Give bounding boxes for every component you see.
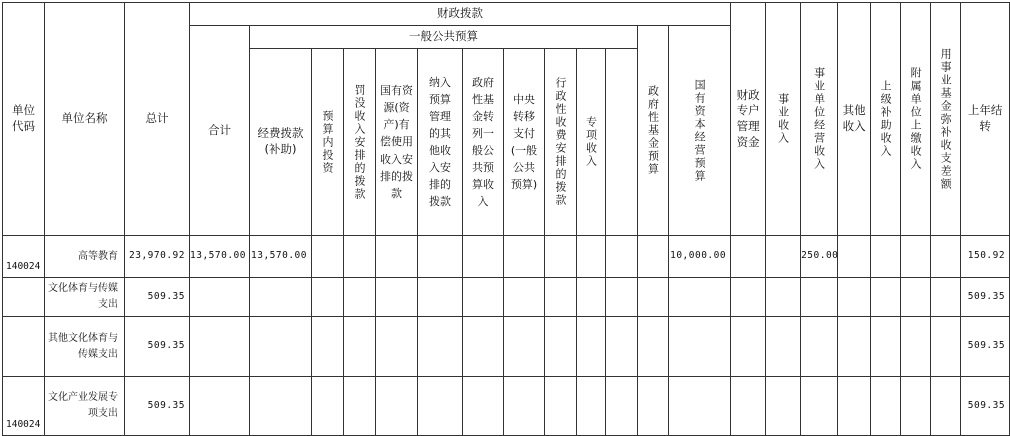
fiscal-special-funds-cell: 10,000.00: [669, 236, 731, 278]
empty-cell: [871, 377, 901, 436]
empty-cell: [418, 317, 463, 377]
budget-income-table: [2, 2, 1010, 436]
col-header-gov-fund-transfer: 政府性基金转列一般公共预算收入: [463, 49, 504, 236]
empty-cell: [766, 278, 801, 317]
empty-cell: [766, 236, 801, 278]
col-header-state-assets: 国有资源(资产)有偿使用收入安排的拨款: [376, 49, 418, 236]
empty-cell: [344, 317, 376, 377]
empty-cell: [931, 317, 961, 377]
empty-cell: [731, 377, 766, 436]
empty-cell: [376, 377, 418, 436]
header-row-1: [3, 3, 1010, 26]
empty-cell: [731, 317, 766, 377]
other-income-cell: 250.00: [801, 236, 838, 278]
empty-cell: [344, 278, 376, 317]
col-header-special-income: 专项收入: [577, 49, 606, 236]
empty-cell: [312, 278, 344, 317]
empty-cell: [838, 317, 871, 377]
col-header-operating-income: 事业单位经营收入: [801, 3, 838, 236]
table-row: [3, 317, 1010, 377]
col-header-total: 总计: [125, 3, 190, 236]
empty-cell: [504, 377, 545, 436]
empty-cell: [312, 317, 344, 377]
col-header-funding-subsidy: 经费拨款(补助): [250, 49, 312, 236]
empty-cell: [801, 278, 838, 317]
empty-cell: [418, 377, 463, 436]
empty-cell: [766, 317, 801, 377]
col-header-budget-investment: 预算内投资: [312, 49, 344, 236]
empty-cell: [669, 377, 731, 436]
col-header-unit-code: 单位代码: [3, 3, 45, 236]
col-header-unit-name: 单位名称: [45, 3, 125, 236]
empty-cell: [766, 377, 801, 436]
col-header-fiscal-special-funds: 财政专户管理资金: [731, 3, 766, 236]
empty-cell: [669, 278, 731, 317]
empty-cell: [931, 278, 961, 317]
empty-cell: [838, 377, 871, 436]
empty-cell: [638, 317, 669, 377]
empty-cell: [577, 317, 606, 377]
empty-cell: [931, 236, 961, 278]
empty-cell: [545, 377, 577, 436]
unit-name-cell: 文化产业发展专项支出: [45, 377, 125, 436]
empty-cell: [577, 377, 606, 436]
empty-cell: [545, 317, 577, 377]
empty-cell: [638, 377, 669, 436]
col-header-subtotal: 合计: [190, 26, 250, 236]
empty-cell: [312, 377, 344, 436]
empty-cell: [669, 317, 731, 377]
empty-cell: [801, 317, 838, 377]
carryover-cell: 509.35: [961, 317, 1010, 377]
empty-cell: [838, 278, 871, 317]
empty-cell: [801, 377, 838, 436]
empty-cell: [871, 236, 901, 278]
col-header-included-budget-other: 纳入预算管理的其他收入安排的拨款: [418, 49, 463, 236]
empty-cell: [376, 236, 418, 278]
total-cell: 509.35: [125, 278, 190, 317]
col-header-admin-fees: 行政性收费安排的拨款: [545, 49, 577, 236]
col-header-state-capital-budget: 国有资本经营预算: [669, 26, 731, 236]
empty-cell: [418, 236, 463, 278]
col-header-general-budget: 一般公共预算: [250, 26, 638, 49]
empty-cell: [638, 236, 669, 278]
empty-cell: [931, 377, 961, 436]
carryover-cell: 150.92: [961, 236, 1010, 278]
unit-code-cell: [3, 278, 45, 317]
empty-cell: [901, 278, 931, 317]
empty-cell: [606, 317, 638, 377]
empty-cell: [901, 377, 931, 436]
col-header-carryover: 上年结转: [961, 3, 1010, 236]
empty-cell: [190, 317, 250, 377]
unit-code-cell: [3, 317, 45, 377]
empty-cell: [504, 317, 545, 377]
empty-cell: [638, 278, 669, 317]
total-cell: 23,970.92: [125, 236, 190, 278]
table-row: [3, 278, 1010, 317]
total-cell: 509.35: [125, 377, 190, 436]
empty-cell: [190, 377, 250, 436]
unit-name-cell: 其他文化体育与传媒支出: [45, 317, 125, 377]
empty-cell: [418, 278, 463, 317]
empty-cell: [463, 377, 504, 436]
empty-cell: [871, 317, 901, 377]
empty-cell: [376, 317, 418, 377]
col-header-business-income: 事业收入: [766, 3, 801, 236]
empty-cell: [545, 278, 577, 317]
empty-cell: [606, 377, 638, 436]
unit-code-cell: 140024: [3, 377, 45, 436]
empty-cell: [731, 278, 766, 317]
empty-cell: [871, 278, 901, 317]
empty-cell: [376, 278, 418, 317]
carryover-cell: 509.35: [961, 278, 1010, 317]
empty-cell: [731, 236, 766, 278]
table-row: [3, 377, 1010, 436]
empty-cell: [606, 278, 638, 317]
empty-cell: [606, 236, 638, 278]
unit-name-cell: 高等教育: [45, 236, 125, 278]
empty-cell: [545, 236, 577, 278]
col-header-fiscal-allocation: 财政拨款: [190, 3, 731, 26]
col-header-affiliated-remit: 附属单位上缴收入: [901, 3, 931, 236]
empty-cell: [838, 236, 871, 278]
empty-cell: [250, 317, 312, 377]
empty-cell: [901, 317, 931, 377]
empty-cell: [312, 236, 344, 278]
total-cell: 509.35: [125, 317, 190, 377]
col-header-gov-fund-budget: 政府性基金预算: [638, 26, 669, 236]
table-row: [3, 236, 1010, 278]
empty-cell: [250, 377, 312, 436]
empty-cell: [901, 236, 931, 278]
empty-cell: [344, 236, 376, 278]
col-header-superior-subsidy: 上级补助收入: [871, 3, 901, 236]
col-header-central-transfer: 中央转移支付(一般公共预算): [504, 49, 545, 236]
col-header-fines-confiscation: 罚没收入安排的拨款: [344, 49, 376, 236]
empty-cell: [463, 278, 504, 317]
unit-code-cell: 140024: [3, 236, 45, 278]
col-header-other-income: 其他收入: [838, 3, 871, 236]
carryover-cell: 509.35: [961, 377, 1010, 436]
funding-subsidy-cell: 13,570.00: [250, 236, 312, 278]
empty-cell: [190, 278, 250, 317]
empty-cell: [250, 278, 312, 317]
unit-name-cell: 文化体育与传媒支出: [45, 278, 125, 317]
empty-cell: [504, 236, 545, 278]
col-header-fund-offset: 用事业基金弥补收支差额: [931, 3, 961, 236]
empty-cell: [344, 377, 376, 436]
empty-cell: [577, 236, 606, 278]
empty-cell: [463, 236, 504, 278]
subtotal-cell: 13,570.00: [190, 236, 250, 278]
empty-cell: [463, 317, 504, 377]
empty-cell: [504, 278, 545, 317]
empty-cell: [577, 278, 606, 317]
